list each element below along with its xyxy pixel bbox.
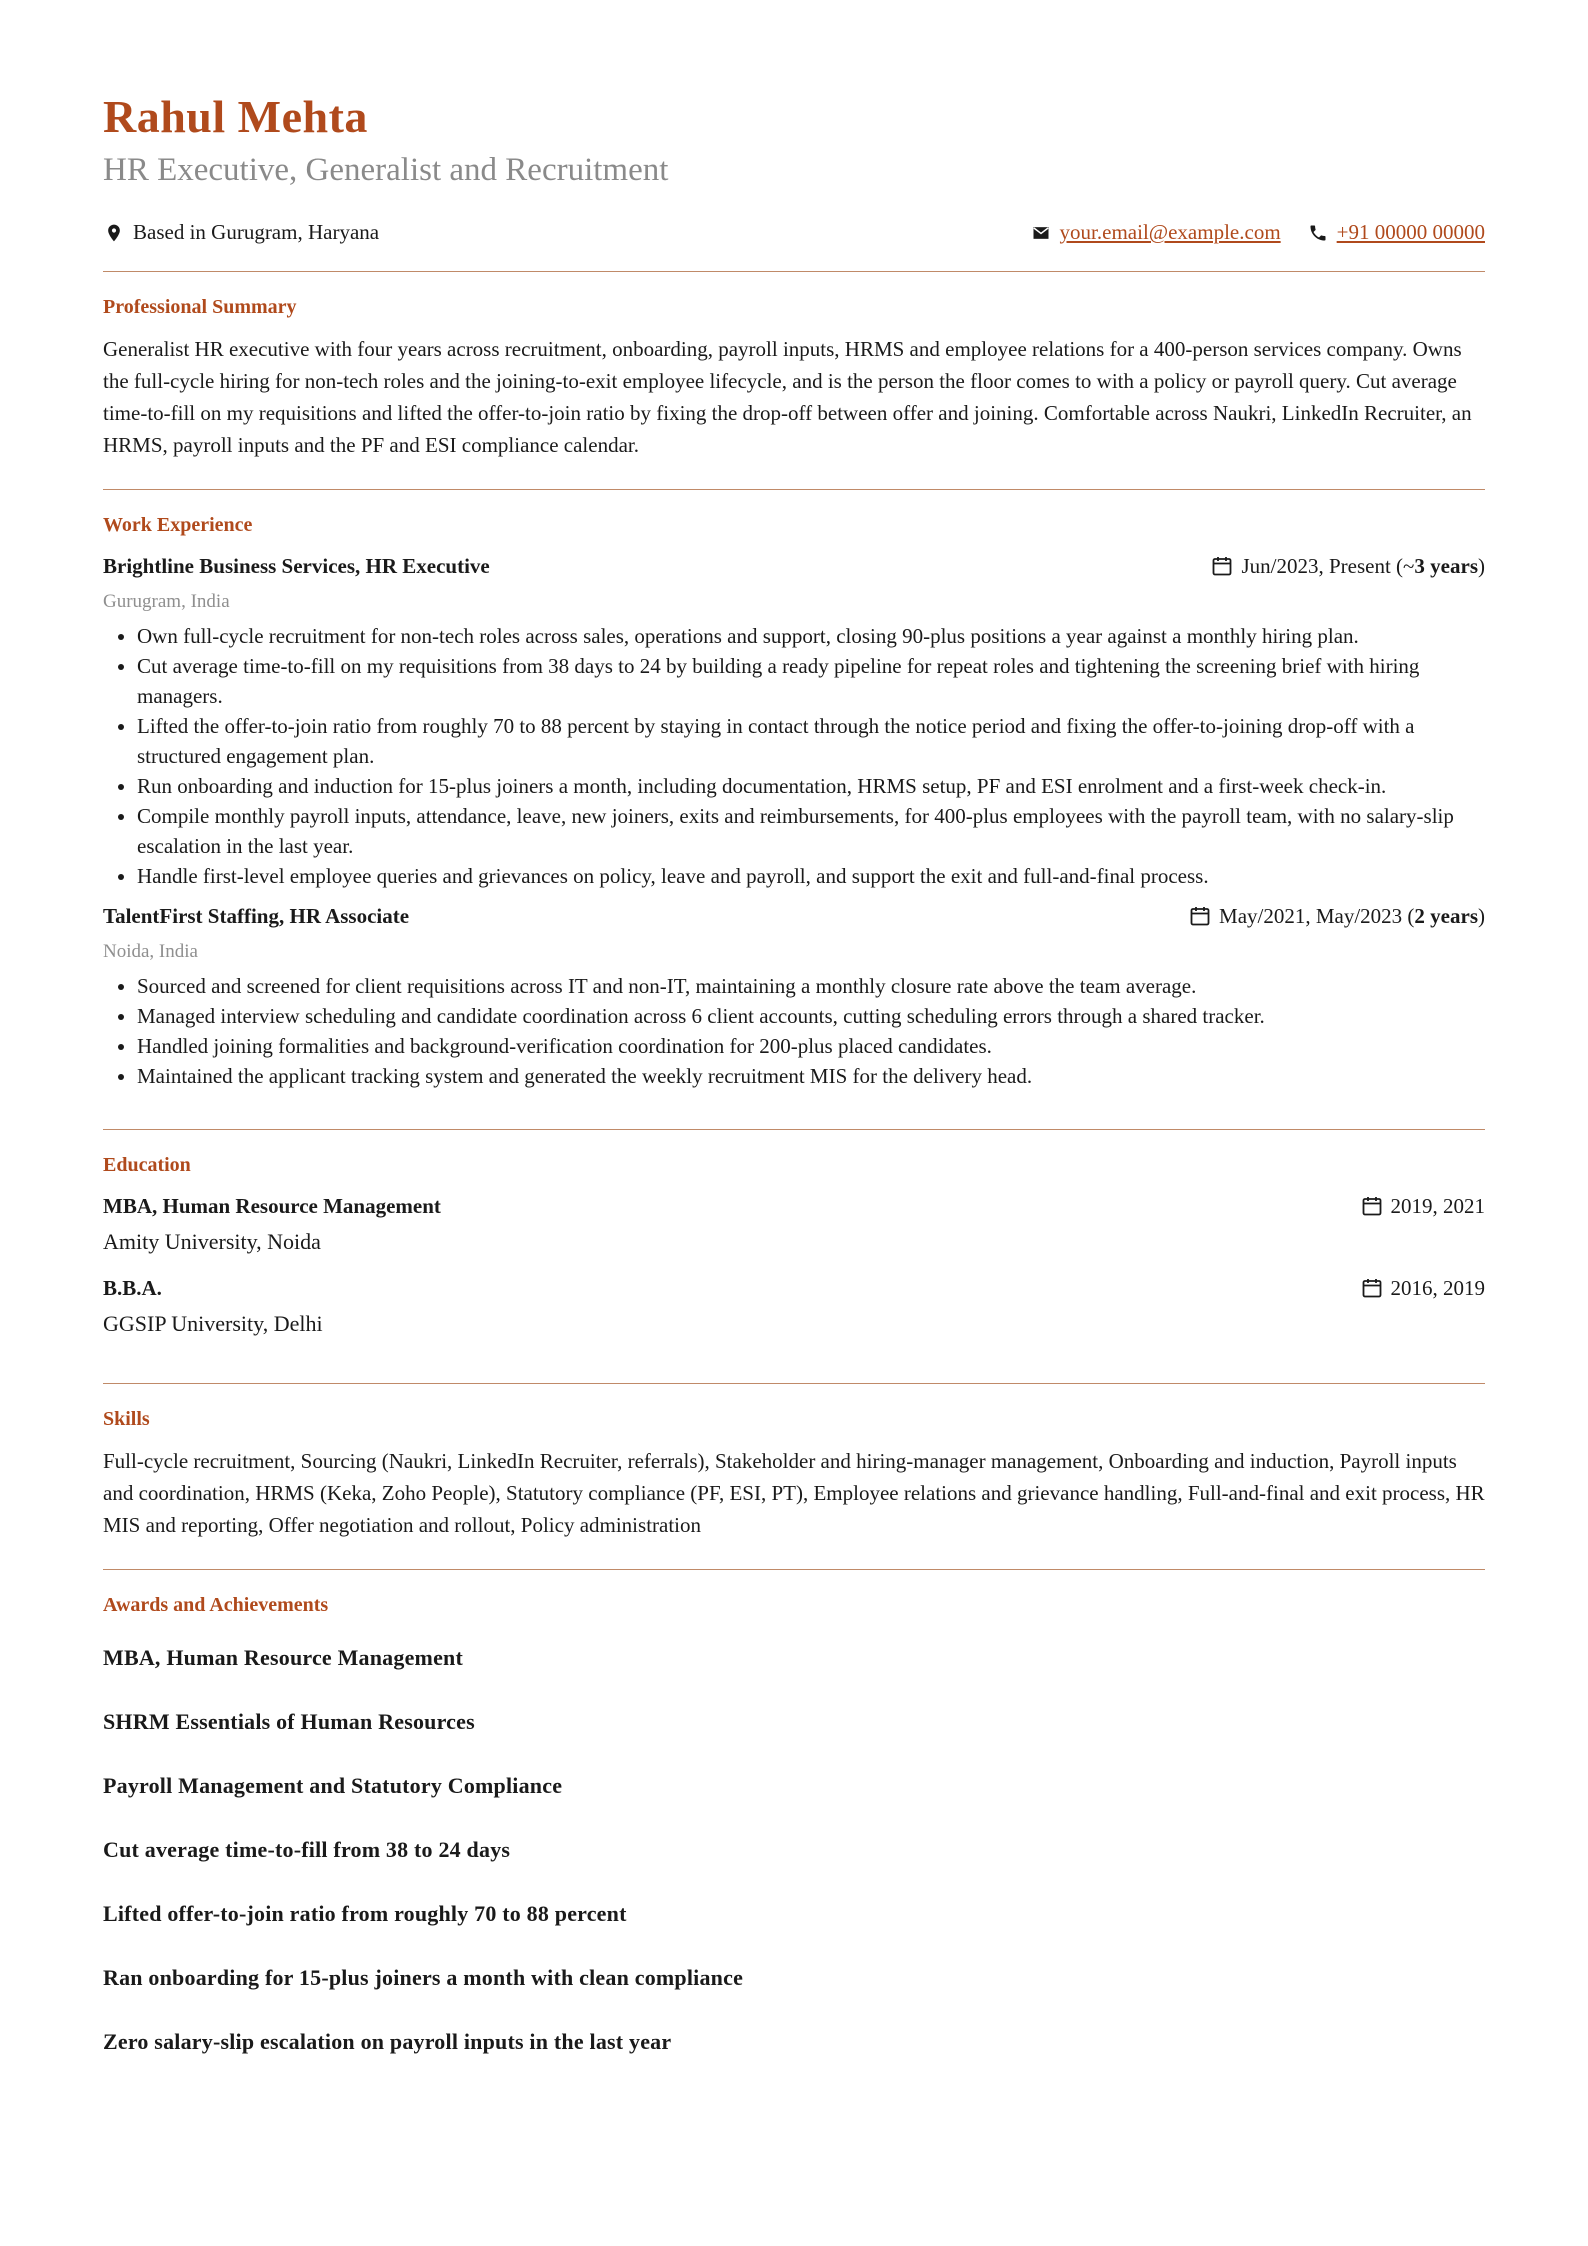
job-title: Brightline Business Services, HR Executive xyxy=(103,554,490,579)
list-item: • Handled joining formalities and background-verification coordination for 200-plus placed candidates. xyxy=(137,1031,1485,1061)
section-title: Professional Summary xyxy=(103,296,297,319)
calendar-icon xyxy=(1359,1275,1385,1301)
envelope-icon xyxy=(1030,222,1052,244)
job-company: TalentFirst Staffing xyxy=(103,904,279,929)
award-item: Payroll Management and Statutory Compliance xyxy=(103,1773,563,1799)
list-item: • Own full-cycle recruitment for non-tech roles across sales, operations and support, closing 90-plus positions a year against a monthly hiring plan. xyxy=(137,621,1485,651)
education-entry xyxy=(103,1191,1485,1257)
education-entry xyxy=(103,1273,1485,1339)
job-header xyxy=(103,551,1485,581)
degree-title: B.B.A. xyxy=(103,1276,162,1301)
list-item: • Run onboarding and induction for 15-plus joiners a month, including documentation, HRMS setup, PF and ESI enrolment and a first-week check-in. xyxy=(137,771,1485,801)
contact-links xyxy=(1004,220,1485,245)
award-item: SHRM Essentials of Human Resources xyxy=(103,1709,475,1735)
list-item: • Compile monthly payroll inputs, attendance, leave, new joiners, exits and reimbursements, for 400-plus employees with the payroll team, with no salary-slip escalation in the last year. xyxy=(137,801,1485,861)
education-date-range: 2019, 2021 xyxy=(1390,1194,1485,1219)
job-duration: 3 years xyxy=(1414,554,1478,579)
contact-row xyxy=(103,220,1485,245)
section-title: Work Experience xyxy=(103,514,253,537)
job-location: Noida, India xyxy=(103,941,198,963)
awards-section xyxy=(103,1570,1485,2093)
job-title: TalentFirst Staffing, HR Associate xyxy=(103,904,410,929)
email-link[interactable]: your.email@example.com xyxy=(1059,220,1281,245)
location-pin-icon xyxy=(103,222,125,244)
list-item: • Maintained the applicant tracking system and generated the weekly recruitment MIS for the delivery head. xyxy=(137,1061,1485,1091)
location-text: Based in Gurugram, Haryana xyxy=(133,220,380,245)
skills-section xyxy=(103,1384,1485,1543)
award-item: Cut average time-to-fill from 38 to 24 days xyxy=(103,1837,511,1863)
education-section xyxy=(103,1130,1485,1357)
school-name: Amity University, Noida xyxy=(103,1229,321,1255)
job-dates xyxy=(1187,901,1485,931)
job-entry xyxy=(103,551,1485,891)
section-title: Awards and Achievements xyxy=(103,1594,329,1617)
candidate-name: Rahul Mehta xyxy=(103,91,368,142)
job-date-close: ) xyxy=(1478,554,1485,579)
job-bullets xyxy=(103,621,1485,891)
job-entry xyxy=(103,901,1485,1091)
education-header xyxy=(103,1191,1485,1221)
job-role: HR Associate xyxy=(289,904,410,929)
job-date-range: Jun/2023, Present (~ xyxy=(1241,554,1415,579)
list-item: • Sourced and screened for client requisitions across IT and non-IT, maintaining a monthly closure rate above the team average. xyxy=(137,971,1485,1001)
award-item: MBA, Human Resource Management xyxy=(103,1645,463,1671)
education-date-range: 2016, 2019 xyxy=(1390,1276,1485,1301)
list-item: • Handle first-level employee queries and grievances on policy, leave and payroll, and support the exit and full-and-final process. xyxy=(137,861,1485,891)
experience-section xyxy=(103,490,1485,1103)
job-date-range: May/2021, May/2023 ( xyxy=(1219,904,1415,929)
job-header xyxy=(103,901,1485,931)
education-dates xyxy=(1359,1273,1486,1303)
section-title: Education xyxy=(103,1154,191,1177)
calendar-icon xyxy=(1359,1193,1385,1219)
skills-text: Full-cycle recruitment, Sourcing (Naukri, LinkedIn Recruiter, referrals), Stakeholder and hiring-manager management, Onboarding and induction, Payroll inputs and coordination, HRMS (Keka, Zoho People), Statutory compliance (PF, ESI, PT), Employee relations and grievance handling, Full-and-final and exit process, HR MIS and reporting, Offer negotiation and rollout, Policy administration xyxy=(103,1449,1485,1538)
summary-section xyxy=(103,272,1485,463)
location-item xyxy=(103,220,379,245)
degree-title: MBA, Human Resource Management xyxy=(103,1194,441,1219)
school-name: GGSIP University, Delhi xyxy=(103,1311,323,1337)
phone-link[interactable]: +91 00000 00000 xyxy=(1336,220,1485,245)
section-title: Skills xyxy=(103,1408,150,1431)
list-item: • Cut average time-to-fill on my requisitions from 38 days to 24 by building a ready pipeline for repeat roles and tightening the screening brief with hiring managers. xyxy=(137,651,1485,711)
summary-text: Generalist HR executive with four years across recruitment, onboarding, payroll inputs, HRMS and employee relations for a 400-person services company. Owns the full-cycle hiring for non-tech roles and the joining-to-exit employee lifecycle, and is the person the floor comes to with a policy or payroll query. Cut average time-to-fill on my requisitions and lifted the offer-to-join ratio by fixing the drop-off between offer and joining. Comfortable across Naukri, LinkedIn Recruiter, an HRMS, payroll inputs and the PF and ESI compliance calendar. xyxy=(103,337,1472,458)
job-bullets xyxy=(103,971,1485,1091)
award-item: Lifted offer-to-join ratio from roughly 70 to 88 percent xyxy=(103,1901,627,1927)
phone-item xyxy=(1307,220,1485,245)
job-duration: 2 years xyxy=(1414,904,1478,929)
list-item: • Managed interview scheduling and candidate coordination across 6 client accounts, cutting scheduling errors through a shared tracker. xyxy=(137,1001,1485,1031)
award-item: Zero salary-slip escalation on payroll inputs in the last year xyxy=(103,2029,672,2055)
phone-icon xyxy=(1307,222,1329,244)
award-item: Ran onboarding for 15-plus joiners a month with clean compliance xyxy=(103,1965,744,1991)
candidate-headline: HR Executive, Generalist and Recruitment xyxy=(103,151,669,188)
job-dates xyxy=(1209,551,1485,581)
job-company: Brightline Business Services xyxy=(103,554,356,579)
job-location: Gurugram, India xyxy=(103,591,230,613)
calendar-icon xyxy=(1209,553,1235,579)
education-header xyxy=(103,1273,1485,1303)
education-dates xyxy=(1359,1191,1486,1221)
email-item xyxy=(1030,220,1281,245)
job-role: HR Executive xyxy=(365,554,490,579)
list-item: • Lifted the offer-to-join ratio from roughly 70 to 88 percent by staying in contact through the notice period and fixing the offer-to-joining drop-off with a structured engagement plan. xyxy=(137,711,1485,771)
job-date-close: ) xyxy=(1478,904,1485,929)
calendar-icon xyxy=(1187,903,1213,929)
